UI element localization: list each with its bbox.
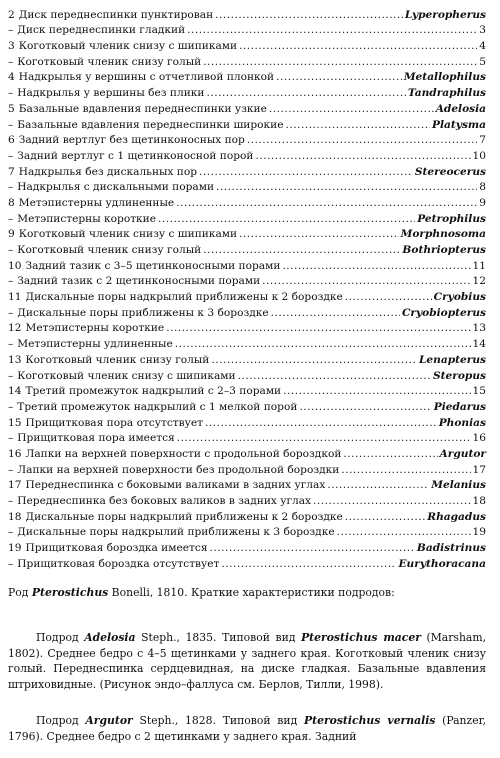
key-line-text: Коготковый членик снизу с шипиками bbox=[18, 228, 238, 241]
leader-dots bbox=[210, 542, 415, 555]
key-line-text: Надкрылья у вершины без плики bbox=[17, 87, 205, 100]
key-line-text: Метэпистерны короткие bbox=[17, 212, 157, 225]
key-line-couplet-ref: 17 bbox=[472, 463, 486, 476]
key-line-number: – bbox=[8, 275, 14, 288]
key-line bbox=[8, 414, 486, 430]
key-line-number: – bbox=[8, 149, 14, 162]
key-line-number: – bbox=[8, 181, 14, 194]
key-line-text: Метэпистерны короткие bbox=[25, 322, 165, 335]
leader-dots bbox=[205, 417, 437, 430]
key-line bbox=[8, 398, 486, 414]
leader-dots bbox=[285, 119, 430, 132]
key-line bbox=[8, 53, 486, 69]
identification-key bbox=[8, 6, 486, 571]
leader-dots bbox=[166, 322, 470, 335]
leader-dots bbox=[343, 448, 437, 461]
para1-intro: Подрод bbox=[36, 631, 85, 644]
key-line bbox=[8, 22, 486, 38]
key-line-genus: Metallophilus bbox=[403, 71, 486, 84]
key-line-text: Задний тазик с 2 щетинконосными порами bbox=[17, 275, 261, 288]
key-line bbox=[8, 147, 486, 163]
key-line-number: 13 bbox=[8, 353, 22, 366]
leader-dots bbox=[276, 71, 402, 84]
key-line-text: Базальные вдавления переднеспинки узкие bbox=[18, 102, 267, 115]
para1-description: (Marsham, 1802). Среднее бедро с 4–5 щетинками у заднего края. Коготковый членик снизу голый. Переднеспинка сердцевидная, на диске гладкая. Базальные вдавления штриховидные. (Рисунок эндо–фаллуса см. Берлов, Тилли, 1998). bbox=[8, 631, 487, 691]
leader-dots bbox=[215, 9, 403, 22]
leader-dots bbox=[313, 495, 470, 508]
key-line-text: Коготковый членик снизу голый bbox=[17, 55, 202, 68]
key-line-genus: Steropus bbox=[432, 369, 486, 382]
key-line-number: 8 bbox=[8, 196, 15, 209]
key-line-genus: Lenapterus bbox=[418, 353, 486, 366]
key-line-text: Задний вертлуг без щетинконосных пор bbox=[18, 134, 245, 147]
key-line bbox=[8, 210, 486, 226]
key-line-text: Диск переднеспинки пунктирован bbox=[18, 8, 214, 21]
key-line bbox=[8, 179, 486, 195]
key-line-genus: Morphnosoma bbox=[400, 228, 486, 241]
key-line-text: Надкрылья без дискальных пор bbox=[18, 165, 198, 178]
key-line-couplet-ref: 4 bbox=[479, 40, 486, 53]
key-line bbox=[8, 273, 486, 289]
key-line-genus: Platysma bbox=[432, 118, 486, 131]
key-line-number: – bbox=[8, 495, 14, 507]
key-line-number: – bbox=[8, 369, 14, 382]
para2-subgenus-name: Argutor bbox=[85, 714, 133, 727]
subgenus-adelosia-paragraph bbox=[8, 630, 486, 692]
key-line bbox=[8, 116, 486, 132]
key-line-number: – bbox=[8, 24, 14, 37]
key-line-text: Метэпистерны удлиненные bbox=[17, 338, 173, 351]
key-line-number: – bbox=[8, 400, 14, 413]
heading-suffix: Bonelli, 1810. Краткие характеристики подродов: bbox=[108, 586, 395, 599]
key-line-number: 5 bbox=[8, 102, 15, 115]
key-line-number: 17 bbox=[8, 479, 22, 492]
subgenus-argutor-paragraph bbox=[8, 713, 486, 744]
key-line-genus: Phonias bbox=[438, 416, 486, 429]
key-line-text: Переднеспинка с боковыми валиками в задних углах bbox=[25, 479, 326, 492]
leader-dots bbox=[283, 385, 470, 398]
key-line-genus: Eurythoracana bbox=[398, 557, 486, 570]
key-line bbox=[8, 69, 486, 85]
key-line-couplet-ref: 3 bbox=[479, 24, 486, 37]
key-line bbox=[8, 383, 486, 399]
para1-species-name: Pterostichus macer bbox=[301, 631, 421, 644]
key-line-genus: Lyperopherus bbox=[404, 8, 486, 21]
key-line bbox=[8, 367, 486, 383]
key-line-number: – bbox=[8, 87, 14, 100]
key-line bbox=[8, 351, 486, 367]
key-line-number: 19 bbox=[8, 542, 22, 555]
leader-dots bbox=[255, 150, 470, 163]
key-line-text: Коготковый членик снизу с шипиками bbox=[17, 369, 236, 382]
key-line-genus: Adelosia bbox=[435, 102, 486, 115]
leader-dots bbox=[211, 354, 417, 367]
key-line-number: 4 bbox=[8, 71, 15, 84]
key-line-number: 14 bbox=[8, 385, 22, 398]
key-line-number: – bbox=[8, 463, 14, 476]
key-line bbox=[8, 194, 486, 210]
leader-dots bbox=[216, 181, 477, 194]
key-line-number: 10 bbox=[8, 259, 22, 272]
key-line-number: – bbox=[8, 244, 14, 256]
leader-dots bbox=[177, 432, 471, 445]
key-line-text: Надкрылья с дискальными порами bbox=[17, 181, 215, 194]
key-line-text: Дискальные поры надкрылий приближены к 2 бороздке bbox=[25, 291, 343, 304]
para2-intro: Подрод bbox=[36, 714, 86, 727]
key-line bbox=[8, 555, 486, 571]
key-line-text: Коготковый членик снизу голый bbox=[25, 353, 210, 366]
key-line bbox=[8, 524, 486, 540]
leader-dots bbox=[345, 511, 426, 524]
key-line-text: Лапки на верхней поверхности с продольной бороздкой bbox=[25, 447, 342, 460]
key-line bbox=[8, 477, 486, 493]
leader-dots bbox=[341, 464, 470, 477]
key-line-number: – bbox=[8, 55, 14, 68]
key-line-text: Третий промежуток надкрылий с 2–3 порами bbox=[25, 385, 282, 398]
key-line-text: Третий промежуток надкрылий с 1 мелкой порой bbox=[17, 400, 298, 413]
key-line bbox=[8, 430, 486, 446]
leader-dots bbox=[299, 401, 431, 414]
key-line-couplet-ref: 13 bbox=[472, 322, 486, 335]
leader-dots bbox=[345, 291, 432, 304]
key-line bbox=[8, 288, 486, 304]
key-line bbox=[8, 335, 486, 351]
leader-dots bbox=[158, 213, 415, 226]
leader-dots bbox=[269, 103, 434, 116]
key-line-number: 11 bbox=[8, 291, 22, 304]
key-line-couplet-ref: 19 bbox=[472, 526, 486, 539]
key-line-couplet-ref: 9 bbox=[479, 196, 486, 209]
key-line-text: Задний тазик с 3–5 щетинконосными порами bbox=[25, 259, 281, 272]
leader-dots bbox=[239, 40, 477, 53]
genus-heading bbox=[8, 586, 488, 600]
key-line-couplet-ref: 18 bbox=[472, 495, 486, 507]
key-line-text: Дискальные поры надкрылий приближены к 2 бороздке bbox=[25, 510, 343, 523]
key-line bbox=[8, 492, 486, 508]
key-line-text: Надкрылья у вершины с отчетливой плонкой bbox=[18, 71, 275, 84]
key-line-text: Дискальные поры приближены к 3 бороздке bbox=[17, 306, 269, 319]
key-line-text: Метэпистерны удлиненные bbox=[18, 196, 175, 209]
para2-species-name: Pterostichus vernalis bbox=[303, 714, 436, 727]
key-line-text: Базальные вдавления переднеспинки широкие bbox=[17, 118, 284, 131]
leader-dots bbox=[203, 244, 400, 257]
key-line bbox=[8, 241, 486, 257]
key-line-number: 6 bbox=[8, 134, 15, 147]
leader-dots bbox=[271, 307, 400, 320]
key-line-text: Диск переднеспинки гладкий bbox=[17, 24, 186, 37]
key-line-text: Лапки на верхней поверхности без продольной бороздки bbox=[17, 463, 340, 476]
para2-description: (Panzer, 1796). Среднее бедро с 2 щетинками у заднего края. Задний bbox=[8, 714, 486, 743]
key-line bbox=[8, 257, 486, 273]
key-line-genus: Stereocerus bbox=[414, 165, 486, 178]
key-line-text: Прищитковая бороздка имеется bbox=[25, 542, 208, 555]
key-line-genus: Bothriopterus bbox=[402, 244, 486, 256]
leader-dots bbox=[327, 479, 429, 492]
key-line-number: – bbox=[8, 306, 14, 319]
leader-dots bbox=[239, 228, 399, 241]
key-line-genus: Badistrinus bbox=[416, 542, 486, 555]
key-line-genus: Cryobius bbox=[433, 291, 486, 304]
leader-dots bbox=[203, 56, 477, 69]
key-line bbox=[8, 508, 486, 524]
key-line-number: – bbox=[8, 432, 14, 445]
key-line-couplet-ref: 12 bbox=[472, 275, 486, 288]
key-line-couplet-ref: 8 bbox=[479, 181, 486, 194]
key-line-number: 12 bbox=[8, 322, 22, 335]
leader-dots bbox=[282, 260, 470, 273]
key-line-couplet-ref: 5 bbox=[479, 55, 486, 68]
para2-author: Steph., 1828. Типовой вид bbox=[132, 714, 304, 727]
key-line-genus: Cryobiopterus bbox=[401, 306, 486, 319]
key-line bbox=[8, 226, 486, 242]
key-line-number: 7 bbox=[8, 165, 15, 178]
key-line bbox=[8, 539, 486, 555]
key-line-number: 3 bbox=[8, 40, 15, 53]
key-line bbox=[8, 84, 486, 100]
key-line-text: Прищитковая пора отсутствует bbox=[25, 416, 203, 429]
key-line-text: Переднеспинка без боковых валиков в задних углах bbox=[17, 495, 312, 507]
key-line-text: Дискальные поры надкрылий приближены к 3 бороздке bbox=[17, 526, 335, 539]
key-line bbox=[8, 461, 486, 477]
key-line-number: – bbox=[8, 526, 14, 539]
key-line-text: Задний вертлуг с 1 щетинконосной порой bbox=[17, 149, 254, 162]
para1-author: Steph., 1835. Типовой вид bbox=[135, 631, 302, 644]
key-line-couplet-ref: 14 bbox=[472, 338, 486, 351]
key-line bbox=[8, 6, 486, 22]
leader-dots bbox=[262, 275, 470, 288]
key-line bbox=[8, 445, 486, 461]
key-line-couplet-ref: 7 bbox=[479, 134, 486, 147]
key-line-number: 2 bbox=[8, 8, 15, 21]
key-line-couplet-ref: 16 bbox=[472, 432, 486, 445]
key-line-number: – bbox=[8, 557, 14, 570]
key-line-number: – bbox=[8, 338, 14, 351]
leader-dots bbox=[176, 197, 477, 210]
leader-dots bbox=[238, 370, 431, 383]
key-line-genus: Piedarus bbox=[433, 400, 486, 413]
key-line-number: 9 bbox=[8, 228, 15, 241]
key-line-genus: Melanius bbox=[431, 479, 486, 492]
leader-dots bbox=[221, 558, 396, 571]
key-line-text: Коготковый членик снизу с шипиками bbox=[18, 40, 238, 53]
key-line-genus: Petrophilus bbox=[417, 212, 486, 225]
key-line-number: – bbox=[8, 212, 14, 225]
leader-dots bbox=[247, 134, 477, 147]
key-line-couplet-ref: 10 bbox=[472, 149, 486, 162]
key-line-text: Прищитковая пора имеется bbox=[17, 432, 175, 445]
key-line bbox=[8, 163, 486, 179]
key-line-text: Прищитковая бороздка отсутствует bbox=[17, 557, 220, 570]
key-line bbox=[8, 100, 486, 116]
leader-dots bbox=[175, 338, 471, 351]
heading-prefix: Род bbox=[8, 586, 32, 599]
key-line-number: 16 bbox=[8, 447, 22, 460]
leader-dots bbox=[206, 87, 405, 100]
para1-subgenus-name: Adelosia bbox=[84, 631, 136, 644]
key-line bbox=[8, 37, 486, 53]
key-line-couplet-ref: 15 bbox=[472, 385, 486, 398]
heading-genus-name: Pterostichus bbox=[31, 586, 109, 599]
leader-dots bbox=[337, 526, 471, 539]
key-line-number: 15 bbox=[8, 416, 22, 429]
key-line bbox=[8, 304, 486, 320]
key-line-couplet-ref: 11 bbox=[472, 259, 486, 272]
key-line-genus: Tandraphilus bbox=[407, 87, 486, 100]
key-line-genus: Rhagadus bbox=[427, 510, 486, 523]
leader-dots bbox=[199, 166, 413, 179]
key-line-text: Коготковый членик снизу голый bbox=[17, 244, 202, 256]
key-line bbox=[8, 132, 486, 148]
key-line-genus: Argutor bbox=[439, 447, 486, 460]
key-line-number: – bbox=[8, 118, 14, 131]
key-line-number: 18 bbox=[8, 510, 22, 523]
key-line bbox=[8, 320, 486, 336]
leader-dots bbox=[187, 24, 477, 37]
